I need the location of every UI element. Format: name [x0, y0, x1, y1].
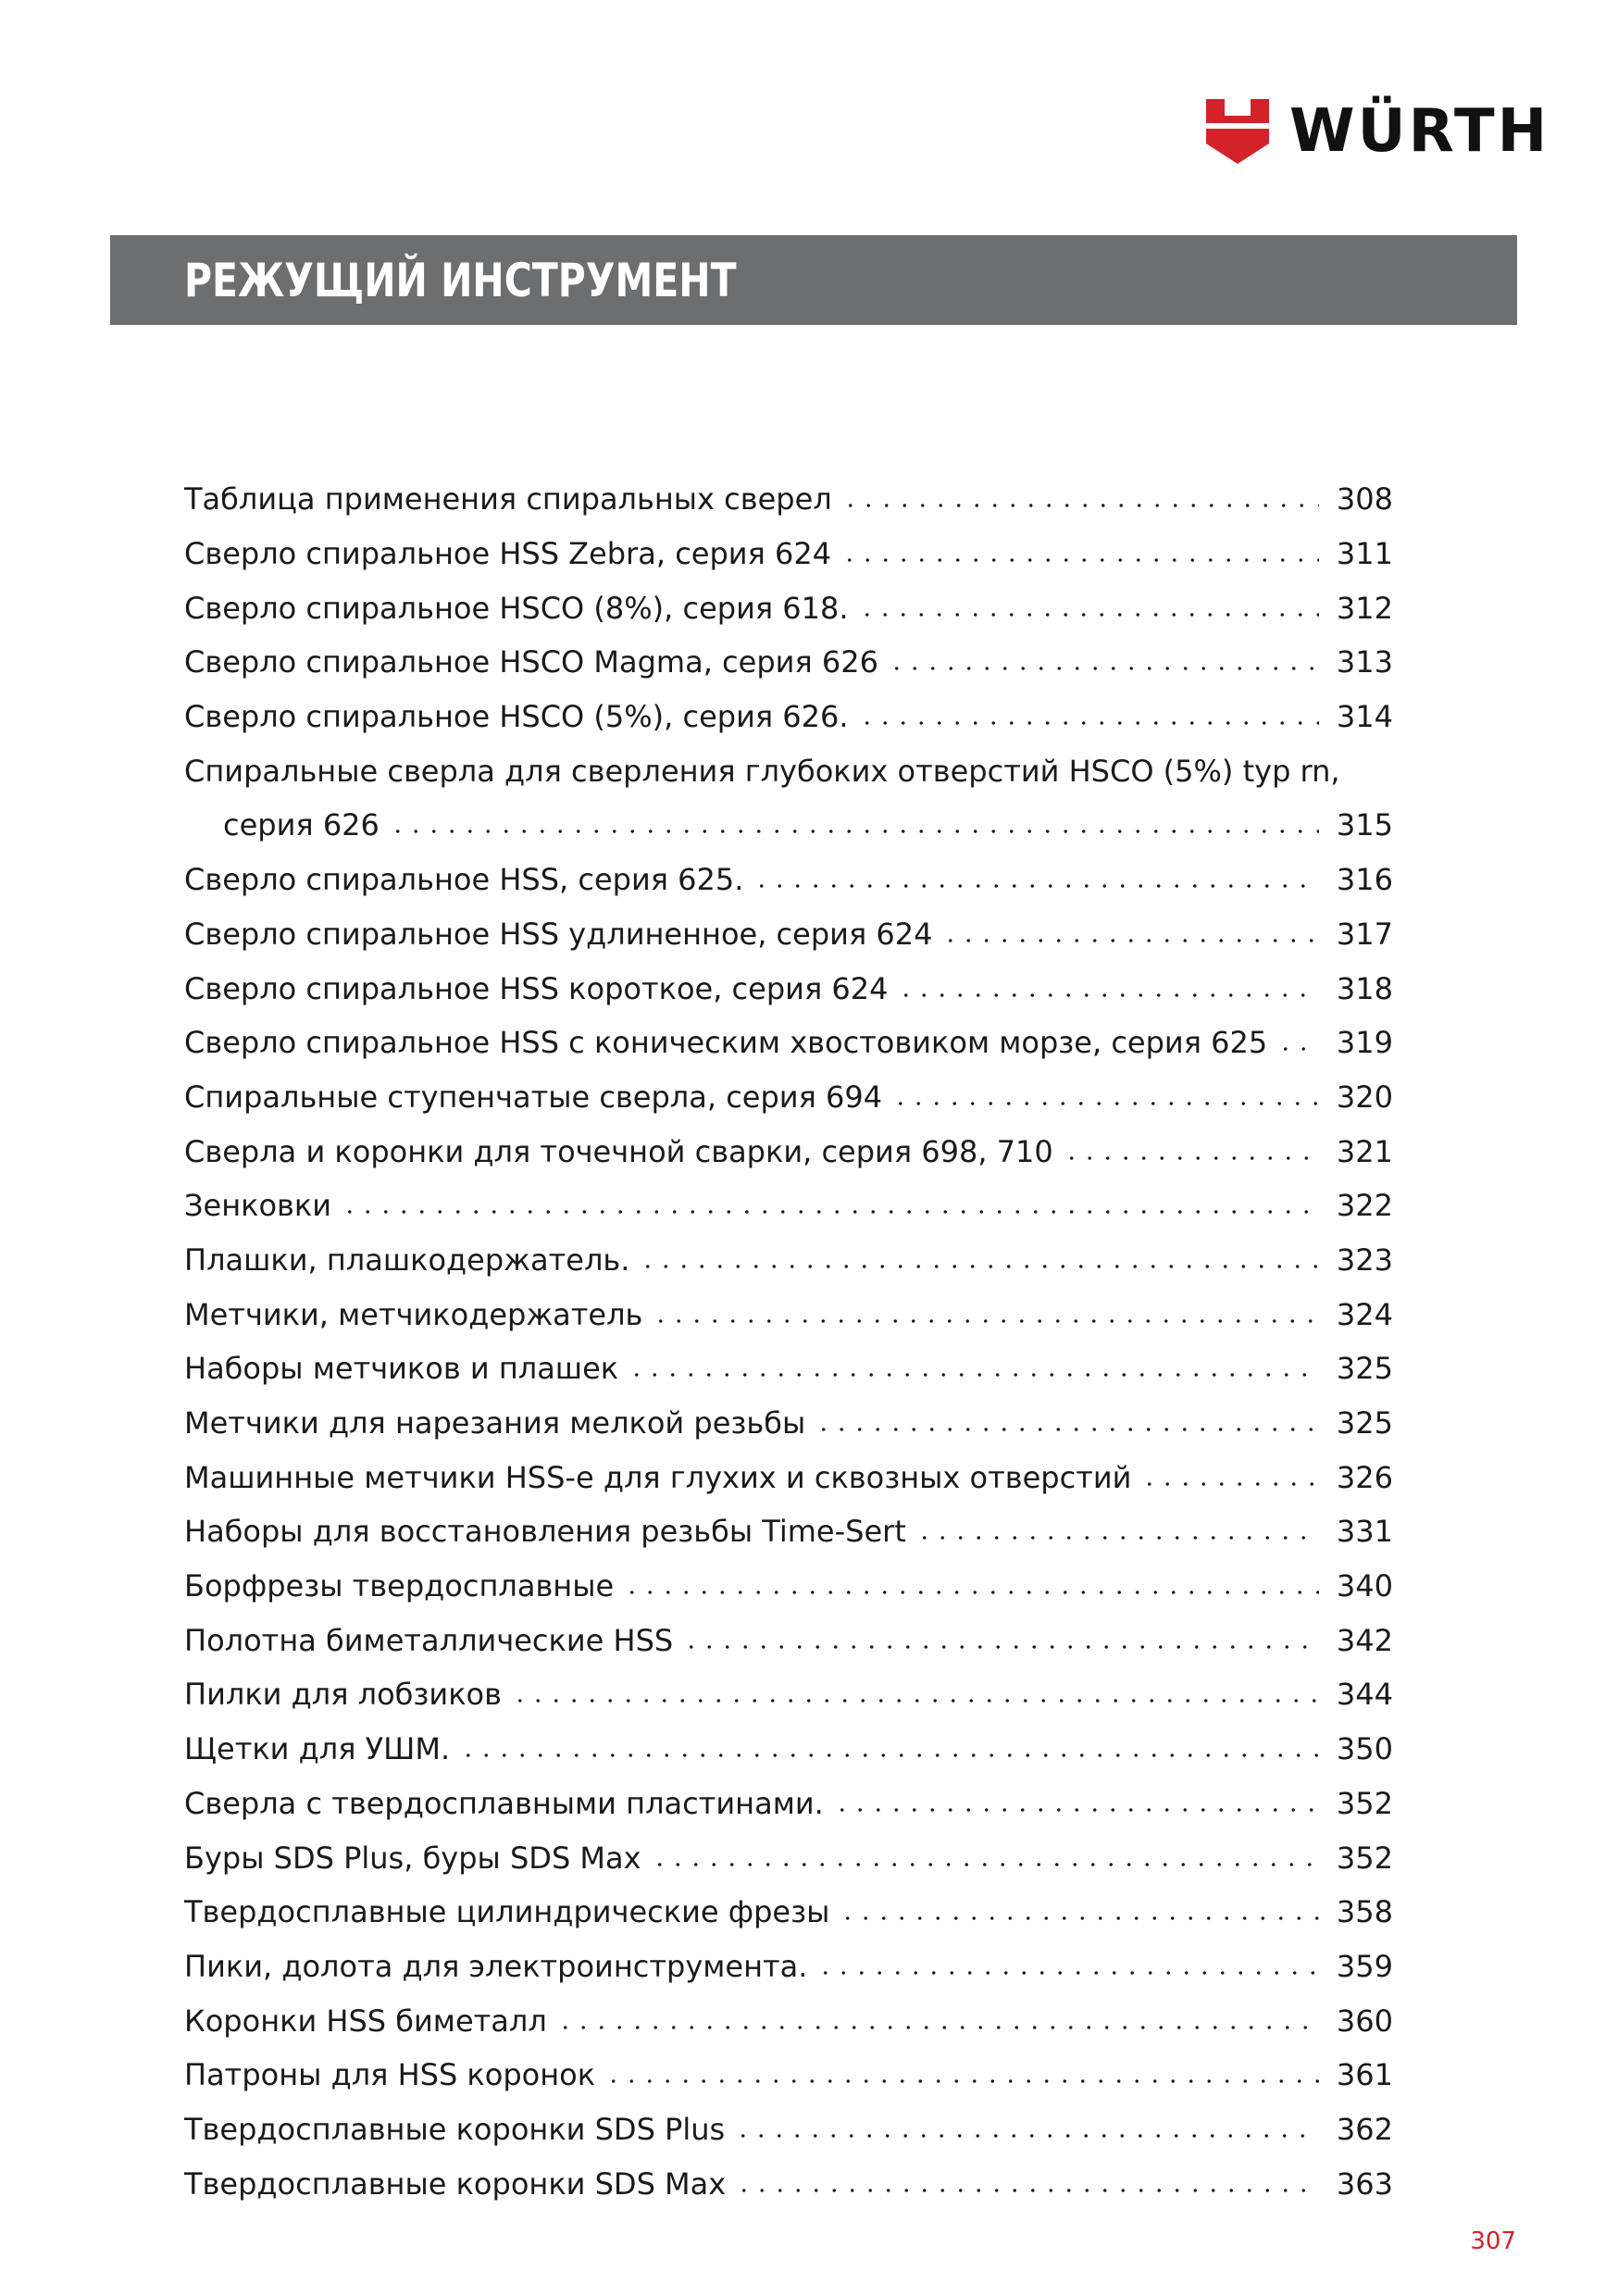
toc-entry-title: Машинные метчики HSS-e для глухих и сквозных отверстий	[184, 1459, 1132, 1495]
toc-dot-leader	[840, 555, 1319, 565]
toc-dot-leader	[858, 610, 1319, 619]
toc-dot-leader	[628, 1370, 1319, 1379]
toc-dot-leader	[941, 936, 1319, 945]
toc-entry-page: 340	[1336, 1568, 1393, 1604]
toc-entry[interactable]	[184, 1450, 1393, 1504]
toc-entry[interactable]	[184, 1830, 1393, 1885]
toc-entry-page: 323	[1336, 1242, 1393, 1278]
toc-entry-page: 361	[1336, 2057, 1393, 2093]
toc-entry[interactable]	[184, 1559, 1393, 1614]
toc-entry-page: 321	[1336, 1133, 1393, 1169]
toc-entry-title: Сверло спиральное HSCO (5%), серия 626.	[184, 699, 849, 735]
toc-dot-leader	[341, 1207, 1319, 1217]
toc-entry-page: 316	[1336, 862, 1393, 898]
toc-entry-title: серия 626	[223, 807, 380, 843]
toc-entry-page: 326	[1336, 1459, 1393, 1495]
toc-dot-leader	[389, 827, 1319, 836]
toc-entry[interactable]	[184, 853, 1393, 907]
toc-entry-title: Коронки HSS биметалл	[184, 2003, 547, 2039]
toc-entry-title: Таблица применения спиральных сверел	[184, 481, 832, 518]
toc-entry-title: Твердосплавные коронки SDS Max	[184, 2165, 727, 2202]
toc-entry[interactable]	[184, 2156, 1393, 2211]
toc-entry-page: 352	[1336, 1840, 1393, 1876]
toc-entry-title: Метчики для нарезания мелкой резьбы	[184, 1405, 806, 1441]
toc-dot-leader	[753, 881, 1319, 891]
toc-entry[interactable]	[184, 798, 1393, 853]
toc-dot-leader	[1140, 1479, 1319, 1489]
toc-dot-leader	[1276, 1044, 1319, 1054]
toc-entry[interactable]	[184, 907, 1393, 962]
toc-entry-page: 318	[1336, 970, 1393, 1006]
toc-dot-leader	[734, 2131, 1319, 2140]
toc-entry-page: 314	[1336, 699, 1393, 735]
toc-entry[interactable]	[184, 1233, 1393, 1288]
section-title-bar	[110, 235, 1517, 325]
toc-entry-page: 315	[1336, 807, 1393, 843]
toc-dot-leader	[639, 1262, 1319, 1271]
toc-entry[interactable]	[184, 1722, 1393, 1777]
toc-entry[interactable]	[184, 1777, 1393, 1831]
toc-entry[interactable]	[184, 961, 1393, 1016]
toc-entry-title: Сверло спиральное HSS короткое, серия 624	[184, 970, 889, 1006]
toc-entry[interactable]	[184, 1613, 1393, 1667]
toc-entry-title: Сверло спиральное HSCO (8%), серия 618.	[184, 590, 849, 626]
toc-entry[interactable]	[184, 1396, 1393, 1451]
toc-entry-title: Пики, долота для электроинструмента.	[184, 1948, 808, 1984]
toc-entry-title: Борфрезы твердосплавные	[184, 1568, 615, 1604]
toc-entry-page: 350	[1336, 1731, 1393, 1767]
toc-dot-leader	[858, 718, 1319, 728]
toc-entry-title: Сверла с твердосплавными пластинами.	[184, 1785, 824, 1821]
toc-entry-page: 362	[1336, 2111, 1393, 2147]
toc-entry[interactable]	[184, 2048, 1393, 2103]
toc-dot-leader	[815, 1425, 1319, 1434]
toc-entry-title: Сверло спиральное HSS удлиненное, серия 624	[184, 916, 933, 952]
toc-entry-page: 324	[1336, 1296, 1393, 1332]
toc-entry[interactable]	[184, 1341, 1393, 1396]
toc-entry-title: Сверло спиральное HSS с коническим хвостовиком морзе, серия 625	[184, 1025, 1268, 1061]
toc-entry-title: Спиральные сверла для сверления глубоких отверстий HSCO (5%) typ rn,	[184, 753, 1340, 789]
toc-entry-title: Наборы для восстановления резьбы Time-Sert	[184, 1514, 906, 1550]
toc-entry-title: Твердосплавные коронки SDS Plus	[184, 2111, 726, 2147]
toc-entry-page: 342	[1336, 1622, 1393, 1658]
toc-entry-title: Зенковки	[184, 1188, 332, 1224]
toc-dot-leader	[652, 1316, 1319, 1326]
toc-entry[interactable]	[184, 743, 1393, 798]
toc-entry[interactable]	[184, 1287, 1393, 1341]
toc-dot-leader	[651, 1860, 1319, 1869]
toc-entry[interactable]	[184, 1179, 1393, 1233]
toc-entry[interactable]	[184, 1016, 1393, 1070]
toc-dot-leader	[511, 1696, 1319, 1705]
toc-entry-title: Пилки для лобзиков	[184, 1677, 502, 1713]
toc-dot-leader	[816, 1968, 1319, 1978]
toc-entry-page: 319	[1336, 1025, 1393, 1061]
toc-entry[interactable]	[184, 1993, 1393, 2048]
toc-dot-leader	[888, 664, 1319, 673]
toc-entry-page: 352	[1336, 1785, 1393, 1821]
toc-entry-title: Плашки, плашкодержатель.	[184, 1242, 630, 1278]
toc-entry-title: Спиральные ступенчатые сверла, серия 694	[184, 1079, 883, 1115]
toc-entry-title: Метчики, метчикодержатель	[184, 1296, 643, 1332]
toc-dot-leader	[459, 1751, 1319, 1760]
toc-entry[interactable]	[184, 527, 1393, 581]
toc-entry-page: 308	[1336, 481, 1393, 518]
section-title: РЕЖУЩИЙ ИНСТРУМЕНТ	[184, 253, 737, 307]
page-number: 307	[1470, 2227, 1516, 2255]
wurth-logo	[1206, 99, 1550, 164]
toc-entry-page: 317	[1336, 916, 1393, 952]
toc-dot-leader	[1063, 1154, 1319, 1163]
toc-entry[interactable]	[184, 1667, 1393, 1722]
toc-entry-title: Сверло спиральное HSCO Magma, серия 626	[184, 644, 878, 680]
toc-dot-leader	[891, 1099, 1319, 1108]
toc-entry[interactable]	[184, 472, 1393, 527]
toc-entry-page: 311	[1336, 536, 1393, 572]
toc-entry-page: 325	[1336, 1351, 1393, 1387]
toc-dot-leader	[682, 1642, 1319, 1652]
toc-entry-page: 313	[1336, 644, 1393, 680]
toc-dot-leader	[897, 991, 1319, 1000]
toc-entry-title: Буры SDS Plus, буры SDS Max	[184, 1840, 641, 1876]
toc-entry-page: 325	[1336, 1405, 1393, 1441]
toc-entry-page: 358	[1336, 1894, 1393, 1930]
table-of-contents	[184, 472, 1393, 2211]
toc-dot-leader	[915, 1533, 1319, 1542]
toc-entry-page: 360	[1336, 2003, 1393, 2039]
toc-entry-title: Сверло спиральное HSS, серия 625.	[184, 862, 744, 898]
toc-entry[interactable]	[184, 580, 1393, 635]
toc-dot-leader	[623, 1588, 1319, 1597]
toc-dot-leader	[735, 2186, 1319, 2195]
toc-entry-title: Твердосплавные цилиндрические фрезы	[184, 1894, 830, 1930]
toc-entry-title: Полотна биметаллические HSS	[184, 1622, 674, 1658]
wurth-logo-mark-icon	[1206, 99, 1269, 164]
toc-entry[interactable]	[184, 2103, 1393, 2157]
toc-entry-page: 331	[1336, 1514, 1393, 1550]
toc-dot-leader	[841, 501, 1319, 510]
toc-dot-leader	[833, 1805, 1319, 1815]
toc-entry-page: 359	[1336, 1948, 1393, 1984]
toc-entry[interactable]	[184, 1124, 1393, 1179]
toc-entry-page: 344	[1336, 1677, 1393, 1713]
logo-text: WÜRTH	[1289, 97, 1550, 166]
toc-entry[interactable]	[184, 1940, 1393, 1994]
toc-entry-title: Сверла и коронки для точечной сварки, серия 698, 710	[184, 1133, 1053, 1169]
toc-entry[interactable]	[184, 635, 1393, 690]
toc-entry-title: Щетки для УШМ.	[184, 1731, 451, 1767]
toc-entry-title: Патроны для HSS коронок	[184, 2057, 596, 2093]
toc-entry-title: Сверло спиральное HSS Zebra, серия 624	[184, 536, 832, 572]
toc-entry-page: 363	[1336, 2165, 1393, 2202]
toc-entry-page: 320	[1336, 1079, 1393, 1115]
toc-entry[interactable]	[184, 690, 1393, 744]
toc-dot-leader	[839, 1914, 1319, 1923]
toc-dot-leader	[556, 2023, 1319, 2032]
toc-entry-title: Наборы метчиков и плашек	[184, 1351, 619, 1387]
toc-entry[interactable]	[184, 1504, 1393, 1559]
toc-entry[interactable]	[184, 1885, 1393, 1940]
toc-dot-leader	[604, 2077, 1319, 2086]
toc-entry-page: 312	[1336, 590, 1393, 626]
toc-entry-page: 322	[1336, 1188, 1393, 1224]
toc-entry[interactable]	[184, 1070, 1393, 1125]
